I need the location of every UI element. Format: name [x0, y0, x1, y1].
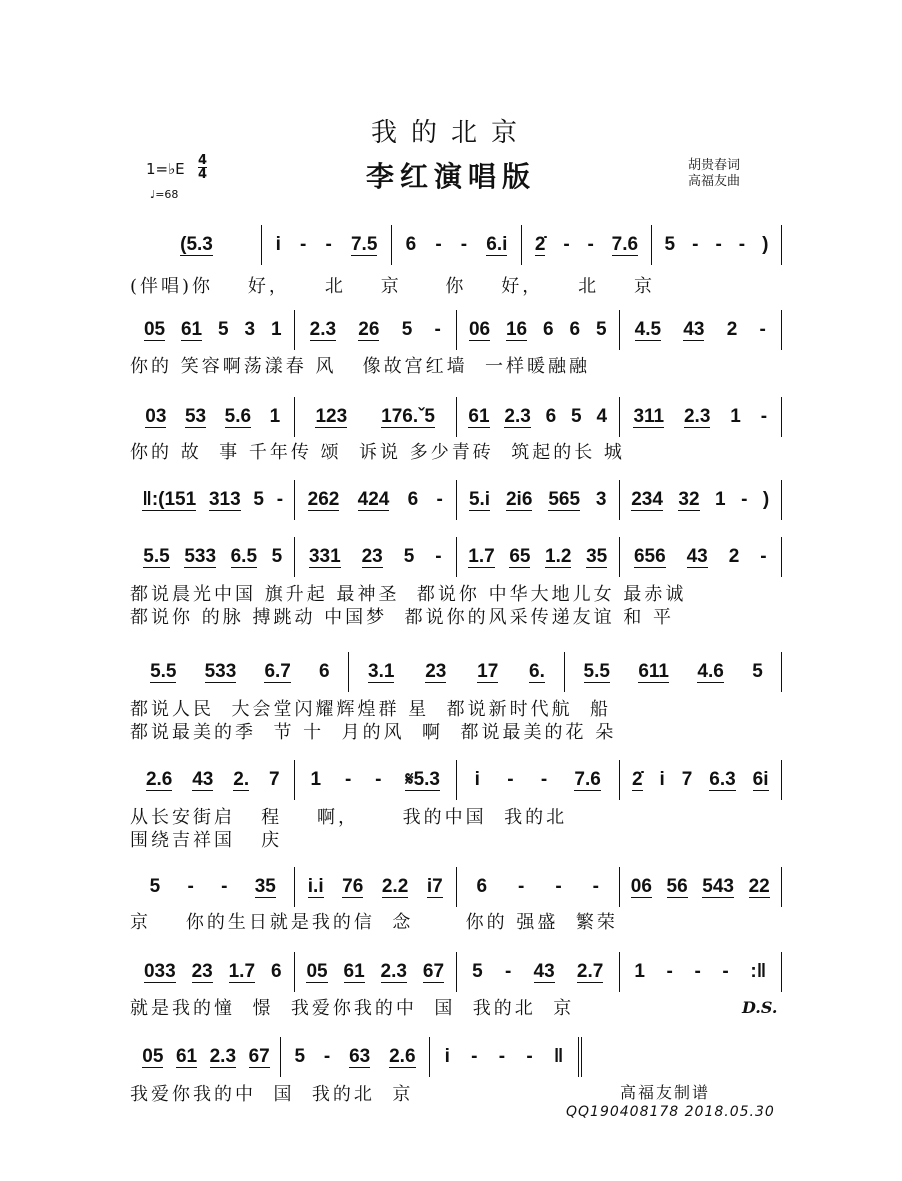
note-group: 16: [505, 318, 528, 340]
measure: [295, 480, 458, 520]
measure: [132, 867, 295, 907]
note-group: -: [344, 769, 352, 790]
staff-system: [132, 225, 782, 265]
note-group: 311: [633, 405, 665, 427]
note-group: 61: [468, 405, 490, 427]
note-group: 5: [664, 234, 676, 255]
note-group: 424: [357, 488, 390, 510]
note-group: 1: [270, 319, 282, 340]
note-group: 4: [596, 406, 608, 427]
note-group: 3.1: [368, 660, 395, 682]
staff-system: [132, 480, 782, 520]
note-group: 32: [678, 488, 700, 510]
note-group: i: [275, 234, 281, 255]
note-group: 7: [268, 769, 280, 790]
note-group: 533: [184, 545, 217, 567]
note-group: 43: [683, 318, 705, 340]
note-group: -: [540, 769, 548, 790]
note-group: 543: [702, 875, 734, 897]
note-group: 5: [294, 1046, 306, 1067]
note-group: 𝄋5.3: [405, 768, 440, 790]
meter-top: 4: [198, 153, 208, 168]
note-group: -: [325, 234, 332, 255]
note-group: 06: [468, 318, 491, 340]
note-group: 1: [310, 769, 322, 790]
note-group: 23: [425, 660, 447, 682]
song-subtitle: 李红演唱版: [365, 160, 536, 193]
contact-date: QQ190408178 2018.05.30: [566, 1104, 775, 1120]
measure: [652, 225, 782, 265]
staff-system: [132, 760, 782, 800]
note-group: 4.5: [634, 318, 662, 340]
note-group: 2̇: [631, 768, 643, 790]
note-group: 2.2: [381, 875, 409, 897]
note-group: 1: [715, 489, 726, 510]
staff-system: [132, 652, 782, 692]
key-signature: 1=♭E: [146, 160, 185, 178]
note-group: 7.5: [350, 233, 378, 255]
note-group: 1.7: [228, 960, 256, 982]
staff-system: [132, 867, 782, 907]
note-group: 6: [545, 406, 557, 427]
lyricist: 胡贵春词: [688, 158, 741, 173]
measure: [430, 1037, 582, 1077]
note-group: 56: [666, 875, 688, 897]
lyric-line: 都说你 的脉 搏跳动 中国梦 都说你的风采传递友谊 和 平: [130, 607, 675, 628]
note-group: (5.3: [180, 233, 213, 255]
note-group: 26: [358, 318, 380, 340]
lyric-line: 就是我的憧 憬 我爱你我的中 国 我的北 京: [130, 998, 575, 1019]
note-group: -: [694, 961, 701, 982]
note-group: -: [300, 234, 307, 255]
staff-system: [132, 310, 782, 350]
lyric-line: 你的 故 事 千年传 颂 诉说 多少青砖 筑起的长 城: [130, 442, 625, 463]
measure: [349, 652, 566, 692]
measure: [132, 310, 295, 350]
note-group: 313: [208, 488, 241, 510]
note-group: 05: [142, 1045, 164, 1067]
note-group: -: [435, 234, 442, 255]
note-group: -: [471, 1046, 478, 1067]
note-group: -: [323, 1046, 331, 1067]
note-group: -: [760, 546, 767, 567]
note-group: 03: [145, 405, 167, 427]
note-group: 2: [728, 546, 740, 567]
note-group: 43: [192, 768, 214, 790]
measure: [620, 397, 783, 437]
note-group: 5.5: [143, 545, 170, 567]
note-group: 5: [595, 319, 607, 340]
note-group: 05: [143, 318, 166, 340]
note-group: 176.ˇ5: [381, 405, 435, 427]
note-group: 7.6: [574, 768, 601, 790]
note-group: 2.6: [145, 768, 173, 790]
note-group: 35: [254, 875, 276, 897]
note-group: 234: [631, 488, 663, 510]
note-group: -: [460, 234, 468, 255]
measure: [295, 952, 458, 992]
song-title: 我的北京: [370, 118, 531, 148]
note-group: 7: [681, 769, 693, 790]
measure: [457, 867, 620, 907]
note-group: -: [504, 961, 512, 982]
note-group: 5: [253, 489, 264, 510]
note-group: 2.7: [576, 960, 604, 982]
note-group: 6.5: [230, 545, 258, 567]
note-group: 2̇: [534, 233, 546, 255]
note-group: 5.5: [583, 660, 610, 682]
staff-system: [132, 537, 782, 577]
note-group: 06: [630, 875, 652, 897]
note-group: 6: [407, 489, 419, 510]
measure: [132, 952, 295, 992]
measure: [295, 310, 458, 350]
note-group: 6.7: [264, 660, 291, 682]
note-group: 123: [315, 405, 348, 427]
measure: [457, 397, 620, 437]
lyric-line: 京 你的生日就是我的信 念 你的 强盛 繁荣: [130, 912, 618, 933]
staff-system: [132, 397, 782, 437]
note-group: 533: [204, 660, 237, 682]
note-group: 5: [271, 546, 283, 567]
note-group: 565: [548, 488, 581, 510]
note-group: -: [526, 1046, 533, 1067]
note-group: 6.3: [709, 768, 736, 790]
note-group: 2: [726, 319, 738, 340]
measure: [132, 1037, 281, 1077]
note-group: 6: [405, 234, 417, 255]
note-group: 656: [633, 545, 666, 567]
note-group: -: [741, 489, 748, 510]
staff-system: [132, 952, 782, 992]
note-group: 5: [401, 319, 413, 340]
note-group: 5: [149, 876, 161, 897]
tempo-mark: ♩=68: [150, 188, 179, 201]
credits: [688, 158, 740, 190]
note-group: 6: [476, 876, 488, 897]
note-group: 5.6: [224, 405, 252, 427]
note-group: ‖: [553, 1046, 564, 1067]
note-group: 05: [306, 960, 328, 982]
measure: [295, 397, 458, 437]
note-group: -: [563, 234, 570, 255]
note-group: 61: [343, 960, 365, 982]
note-group: 3: [595, 489, 607, 510]
note-group: 53: [184, 405, 207, 427]
measure: [132, 225, 262, 265]
note-group: ‖:(151: [142, 488, 197, 510]
measure: [132, 397, 295, 437]
note-group: 2.3: [309, 318, 337, 340]
note-group: -: [592, 876, 599, 897]
measure: [620, 310, 783, 350]
note-group: 7.6: [611, 233, 639, 255]
lyric-line: 我爱你我的中 国 我的北 京: [130, 1084, 414, 1105]
measure: [620, 952, 783, 992]
note-group: 033: [143, 960, 176, 982]
measure: [132, 652, 349, 692]
measure: [457, 480, 620, 520]
measure: [295, 760, 458, 800]
note-group: 3: [244, 319, 256, 340]
measure: [620, 760, 783, 800]
note-group: -: [436, 489, 443, 510]
note-group: 1.7: [468, 545, 495, 567]
note-group: 23: [361, 545, 383, 567]
note-group: 43: [686, 545, 708, 567]
lyric-line: 都说人民 大会堂闪耀辉煌群 星 都说新时代航 船: [130, 699, 612, 720]
note-group: 6i: [752, 768, 769, 790]
note-group: 2.3: [380, 960, 407, 982]
lyric-line: 都说晨光中国 旗升起 最神圣 都说你 中华大地儿女 最赤诚: [130, 584, 687, 605]
composer: 高福友曲: [688, 174, 741, 189]
note-group: 1: [634, 961, 645, 982]
note-group: 2i6: [505, 488, 533, 510]
note-group: 22: [748, 875, 770, 897]
measure: [457, 310, 620, 350]
note-group: 5: [403, 546, 415, 567]
note-group: -: [692, 234, 699, 255]
note-group: -: [375, 769, 382, 790]
note-group: 5.i: [468, 488, 491, 510]
note-group: 6: [543, 319, 554, 340]
measure: [620, 867, 783, 907]
note-group: 4.6: [697, 660, 724, 682]
note-group: ): [762, 489, 770, 510]
lyric-line: 都说最美的季 节 十 月的风 啊 都说最美的花 朵: [130, 722, 617, 743]
note-group: 5: [571, 406, 582, 427]
note-group: 2.3: [209, 1045, 237, 1067]
note-group: 2.3: [504, 405, 531, 427]
note-group: 61: [175, 1045, 198, 1067]
note-group: :‖: [750, 961, 767, 982]
note-group: -: [759, 319, 766, 340]
note-group: 5: [218, 319, 229, 340]
measure: [132, 480, 295, 520]
measure: [620, 480, 783, 520]
note-group: -: [435, 546, 442, 567]
note-group: -: [276, 489, 284, 510]
measure: [281, 1037, 430, 1077]
note-group: -: [507, 769, 514, 790]
note-group: 61: [180, 318, 203, 340]
note-group: i.i: [307, 875, 324, 897]
note-group: -: [555, 876, 562, 897]
note-group: 331: [308, 545, 341, 567]
note-group: -: [187, 876, 194, 897]
note-group: 6.: [529, 660, 545, 682]
note-group: 5: [752, 661, 763, 682]
note-group: i: [659, 769, 665, 790]
staff-system: [132, 1037, 582, 1077]
note-group: -: [434, 319, 441, 340]
lyric-line: 你的 笑容啊荡漾春 风 像故宫红墙 一样暖融融: [130, 356, 591, 377]
note-group: 43: [533, 960, 555, 982]
measure: [262, 225, 392, 265]
note-group: 2.3: [683, 405, 711, 427]
dal-segno: D.S.: [742, 998, 778, 1017]
note-group: 6: [270, 961, 282, 982]
note-group: 35: [586, 545, 608, 567]
note-group: -: [587, 234, 594, 255]
note-group: 6: [318, 661, 330, 682]
note-group: -: [738, 234, 746, 255]
measure: [565, 652, 782, 692]
note-group: i: [444, 1046, 450, 1067]
measure: [392, 225, 522, 265]
note-group: 2.6: [389, 1045, 416, 1067]
meter-bottom: 4: [198, 167, 208, 182]
note-group: 65: [509, 545, 531, 567]
note-group: -: [498, 1046, 506, 1067]
note-group: 6.i: [486, 233, 508, 255]
note-group: 67: [422, 960, 445, 982]
note-group: 611: [638, 660, 669, 682]
note-group: 2.: [233, 768, 250, 790]
note-group: 1.2: [545, 545, 572, 567]
note-group: -: [722, 961, 729, 982]
note-group: 17: [477, 660, 499, 682]
note-group: i7: [426, 875, 443, 897]
measure: [522, 225, 652, 265]
measure: [132, 760, 295, 800]
note-group: i: [474, 769, 480, 790]
measure: [457, 952, 620, 992]
measure: [457, 760, 620, 800]
note-group: -: [715, 234, 722, 255]
note-group: ): [762, 234, 769, 255]
note-group: -: [666, 961, 673, 982]
note-group: 5: [472, 961, 483, 982]
note-group: 1: [269, 406, 281, 427]
measure: [620, 537, 783, 577]
lyric-line: (伴唱)你 好， 北 京 你 好， 北 京: [130, 276, 655, 297]
note-group: -: [221, 876, 228, 897]
measure: [295, 867, 458, 907]
measure: [132, 537, 295, 577]
measure: [457, 537, 620, 577]
note-group: 5.5: [150, 660, 177, 682]
note-group: 76: [342, 875, 364, 897]
note-group: 67: [248, 1045, 270, 1067]
measure: [295, 537, 458, 577]
lyric-line: 从长安街启 程 啊， 我的中国 我的北: [130, 807, 568, 828]
note-group: 63: [349, 1045, 371, 1067]
note-group: -: [760, 406, 768, 427]
arranger: 高福友制谱: [620, 1083, 711, 1102]
note-group: 23: [191, 960, 213, 982]
time-signature: [198, 154, 207, 181]
note-group: -: [518, 876, 525, 897]
note-group: 6: [569, 319, 581, 340]
note-group: 262: [307, 488, 340, 510]
lyric-line: 围绕吉祥国 庆: [130, 830, 283, 851]
note-group: 1: [730, 406, 741, 427]
